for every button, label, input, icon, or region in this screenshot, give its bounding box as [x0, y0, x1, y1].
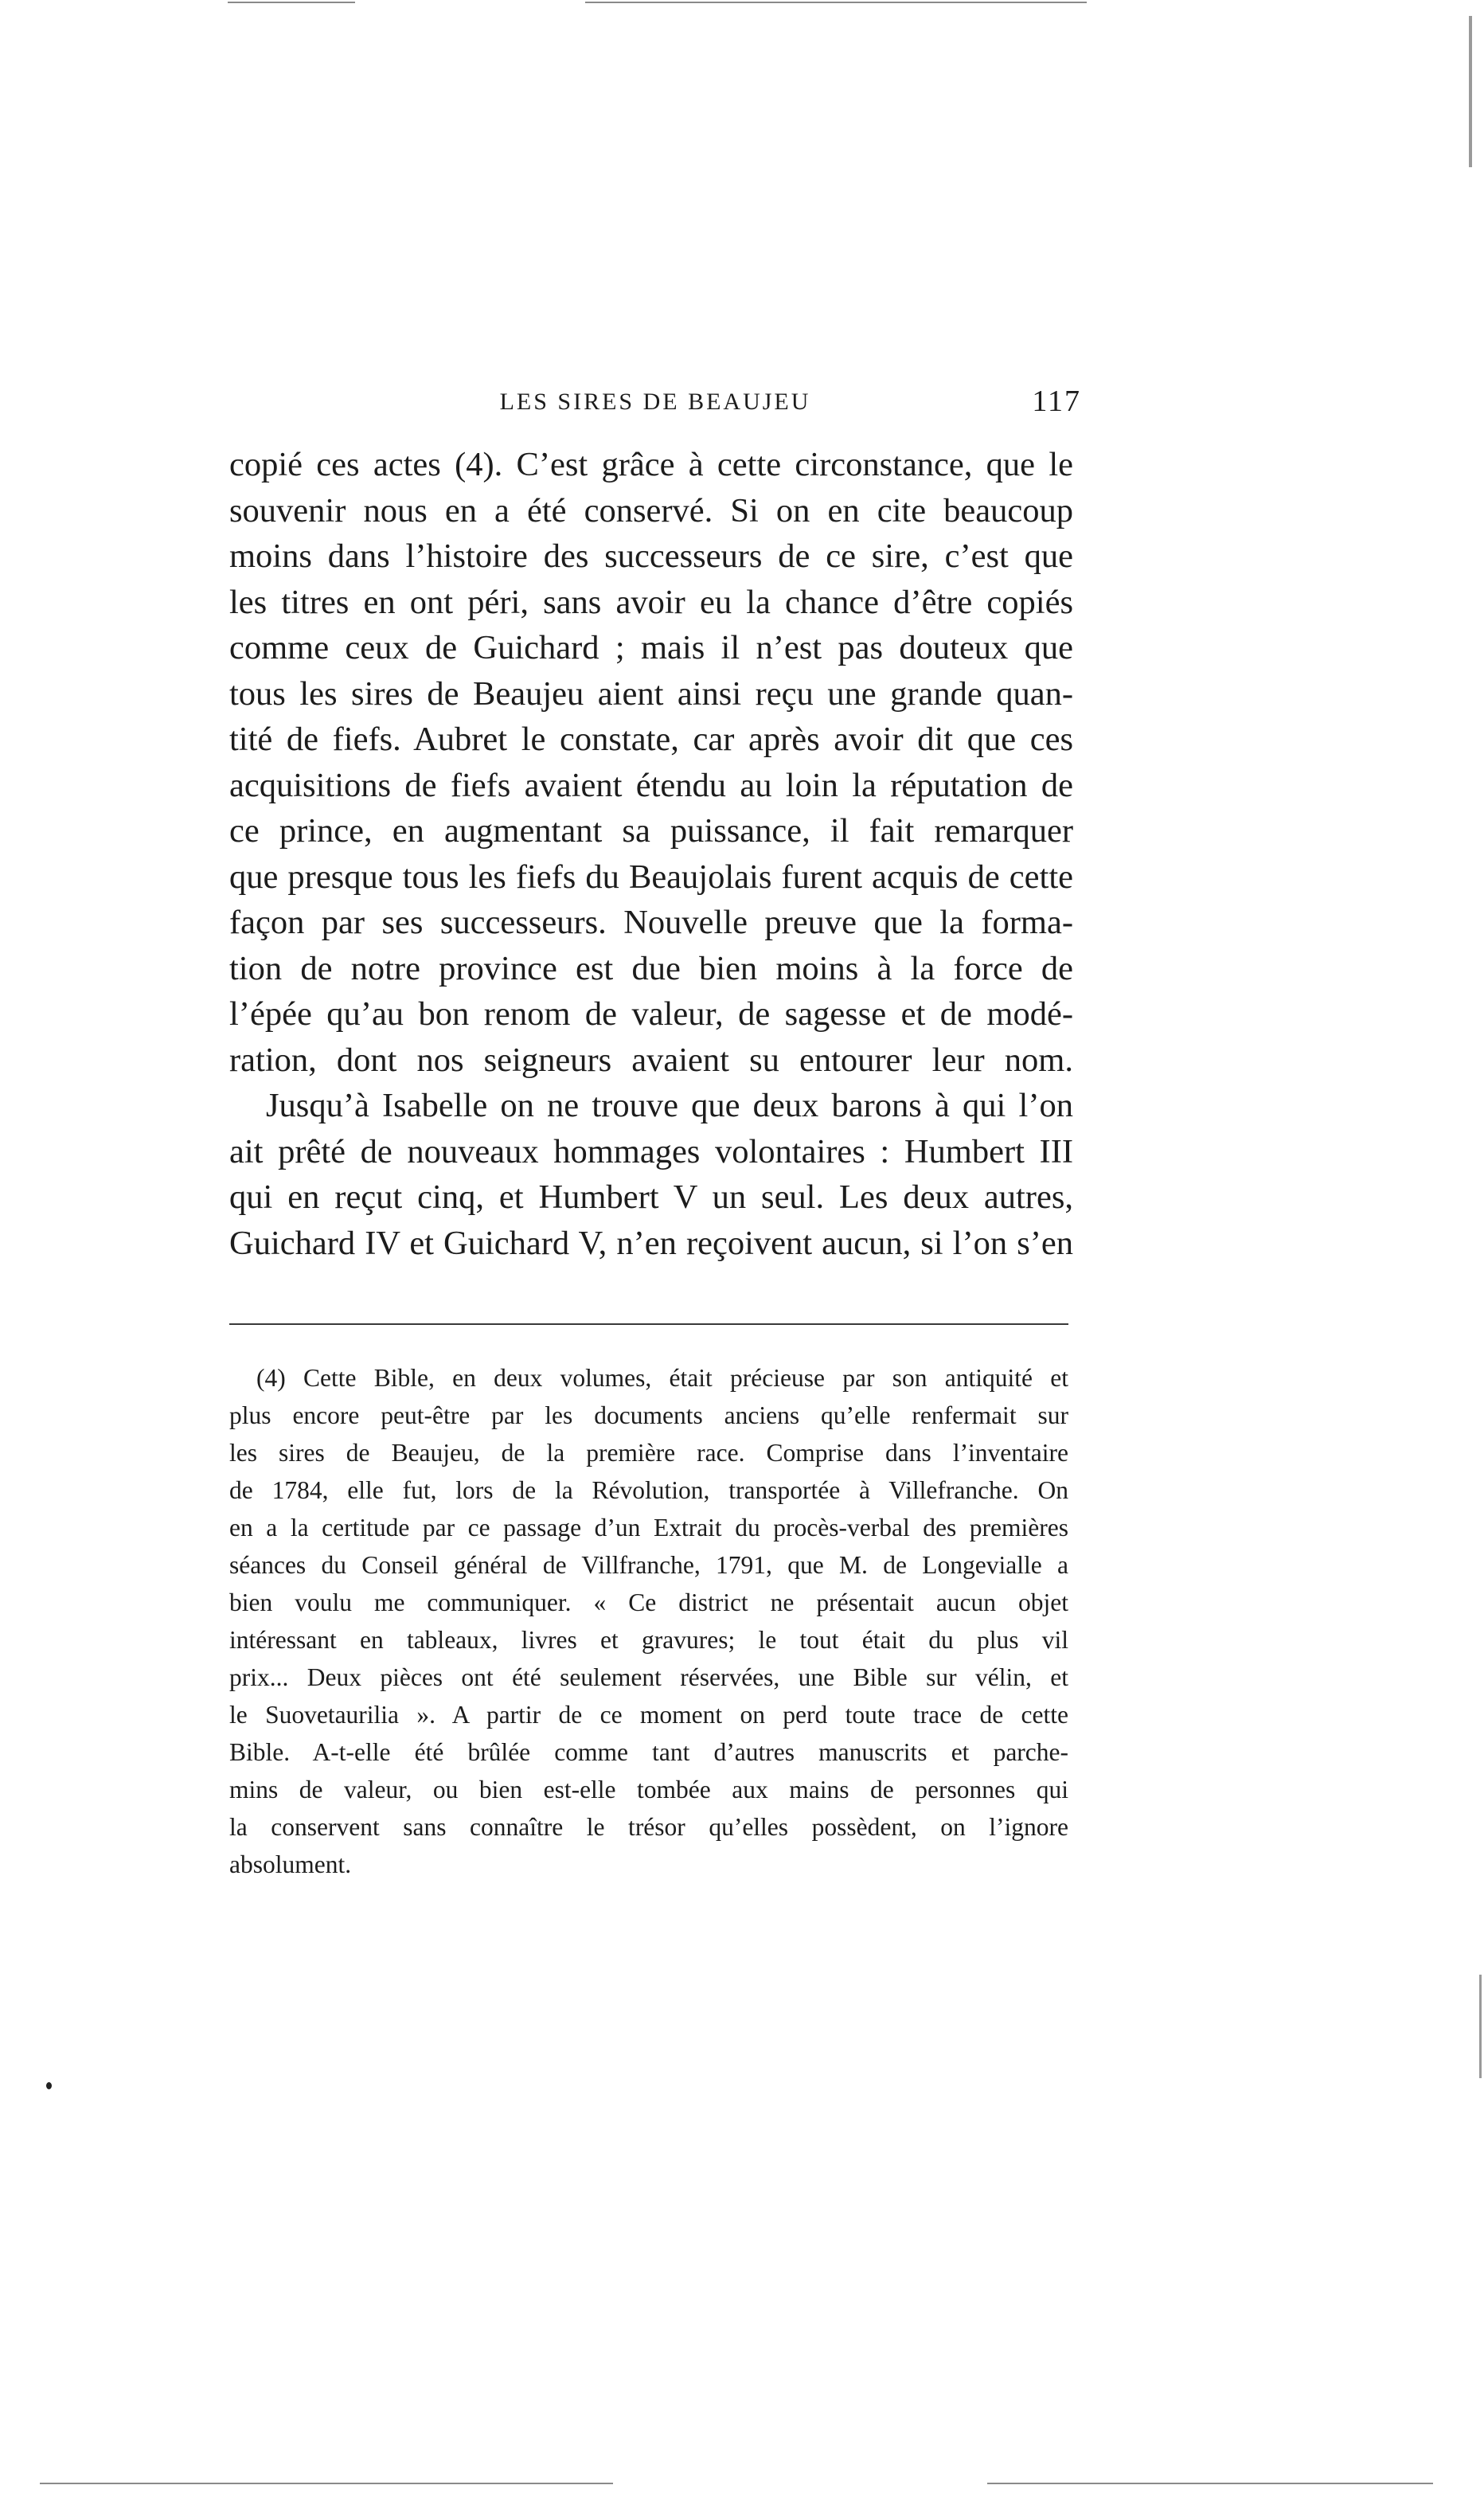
body-line: qui en reçut cinq, et Humbert V un seul. Les deux autres, — [229, 1178, 1073, 1216]
scan-speck-left — [46, 2082, 52, 2089]
footnote-line: plus encore peut-être par les documents anciens qu’elle renfermait sur — [229, 1401, 1068, 1429]
body-line: souvenir nous en a été conservé. Si on en cite beaucoup — [229, 491, 1073, 529]
body-line: ration, dont nos seigneurs avaient su entourer leur nom. — [229, 1041, 1073, 1079]
body-line: que presque tous les fiefs du Beaujolais furent acquis de cette — [229, 858, 1073, 896]
footnote-line: Bible. A-t-elle été brûlée comme tant d’autres manuscrits et parche- — [229, 1738, 1068, 1766]
footnote-line: mins de valeur, ou bien est-elle tombée aux mains de personnes qui — [229, 1776, 1068, 1803]
body-line: façon par ses successeurs. Nouvelle preuve que la forma- — [229, 904, 1073, 941]
body-line: moins dans l’histoire des successeurs de ce sire, c’est que — [229, 537, 1073, 575]
page-number: 117 — [1032, 385, 1081, 418]
scan-edge-top-right — [585, 2, 1087, 3]
footnote-line: de 1784, elle fut, lors de la Révolution, transportée à Villefranche. On — [229, 1476, 1068, 1504]
body-line: l’épée qu’au bon renom de valeur, de sagesse et de modé- — [229, 995, 1073, 1033]
body-line: acquisitions de fiefs avaient étendu au loin la réputation de — [229, 766, 1073, 804]
body-line: tion de notre province est due bien moins à la force de — [229, 949, 1073, 987]
running-title: LES SIRES DE BEAUJEU — [499, 389, 811, 415]
scan-edge-right-middle — [1479, 1975, 1482, 2078]
body-line: tité de fiefs. Aubret le constate, car après avoir dit que ces — [229, 721, 1073, 758]
body-line: copié ces actes (4). C’est grâce à cette circonstance, que le — [229, 446, 1073, 483]
footnote-line: prix... Deux pièces ont été seulement réservées, une Bible sur vélin, et — [229, 1663, 1068, 1691]
footnote-line: les sires de Beaujeu, de la première race. Comprise dans l’inventaire — [229, 1439, 1068, 1467]
body-line: ait prêté de nouveaux hommages volontaires : Humbert III — [229, 1132, 1073, 1170]
footnote-line: bien voulu me communiquer. « Ce district ne présentait aucun objet — [229, 1588, 1068, 1616]
footnote-line: en a la certitude par ce passage d’un Extrait du procès-verbal des premières — [229, 1514, 1068, 1542]
page-header — [229, 384, 1081, 432]
scan-edge-bottom-right — [987, 2483, 1433, 2484]
footnote-line: absolument. — [229, 1850, 352, 1878]
body-line: ce prince, en augmentant sa puissance, il fait remarquer — [229, 812, 1073, 850]
scan-edge-top-left — [228, 2, 355, 3]
scan-edge-bottom-left — [40, 2483, 613, 2484]
footnote-line: (4) Cette Bible, en deux volumes, était précieuse par son antiquité et — [256, 1364, 1068, 1392]
footnote — [229, 1359, 1068, 1883]
body-line: les titres en ont péri, sans avoir eu la chance d’être copiés — [229, 583, 1073, 621]
footnote-line: la conservent sans connaître le trésor qu’elles possèdent, on l’ignore — [229, 1813, 1068, 1841]
footnote-rule — [229, 1323, 1068, 1325]
scan-edge-right-upper — [1469, 16, 1472, 167]
footnote-line: le Suovetaurilia ». A partir de ce moment on perd toute trace de cette — [229, 1701, 1068, 1729]
body-line: comme ceux de Guichard ; mais il n’est pas douteux que — [229, 629, 1073, 666]
body-text — [229, 442, 1073, 1266]
body-line: tous les sires de Beaujeu aient ainsi reçu une grande quan- — [229, 674, 1073, 713]
body-line: Jusqu’à Isabelle on ne trouve que deux barons à qui l’on — [266, 1087, 1073, 1124]
body-line: Guichard IV et Guichard V, n’en reçoivent aucun, si l’on s’en — [229, 1224, 1073, 1262]
footnote-line: séances du Conseil général de Villfranche, 1791, que M. de Longevialle a — [229, 1551, 1068, 1579]
footnote-line: intéressant en tableaux, livres et gravures; le tout était du plus vil — [229, 1626, 1068, 1654]
